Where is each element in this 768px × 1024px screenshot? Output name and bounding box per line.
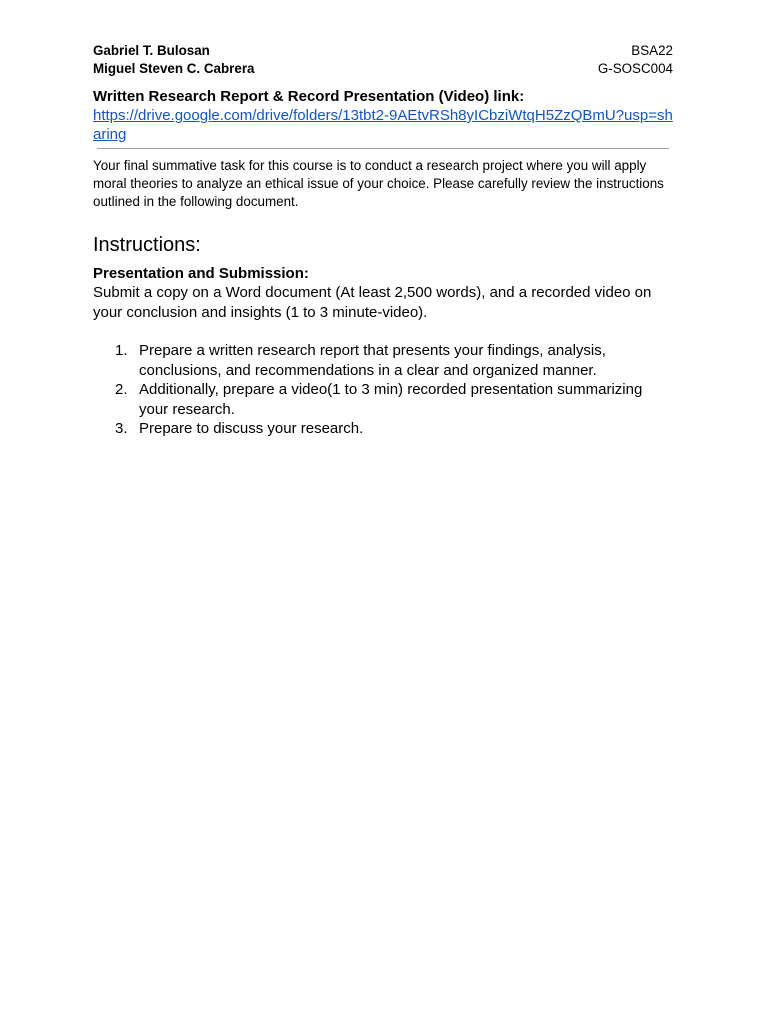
report-link-heading: Written Research Report & Record Presentation (Video) link:	[93, 88, 525, 105]
intro-paragraph: Your final summative task for this course is to conduct a research project where you will apply moral theories to analyze an ethical issue of your choice. Please carefully review the instructions outlined in the following document.	[93, 158, 664, 209]
header-row-2	[93, 60, 673, 78]
document-page	[93, 42, 673, 439]
list-item-number: 2.	[115, 381, 128, 398]
presentation-submission-heading: Presentation and Submission:	[93, 265, 309, 282]
header-row-1	[93, 42, 673, 60]
section-code: BSA22	[631, 43, 673, 58]
list-item-text: Prepare to discuss your research.	[139, 420, 364, 437]
list-item	[93, 380, 673, 419]
list-item	[93, 341, 673, 380]
steps-list	[93, 341, 673, 439]
horizontal-divider	[97, 148, 669, 149]
list-item-number: 1.	[115, 342, 128, 359]
list-item	[93, 419, 673, 439]
instructions-heading: Instructions:	[93, 234, 201, 256]
drive-folder-link[interactable]: https://drive.google.com/drive/folders/13tbt2-9AEtvRSh8yICbziWtqH5ZzQBmU?usp=sharing	[93, 107, 673, 143]
course-code: G-SOSC004	[597, 61, 673, 76]
author-name-1: Gabriel T. Bulosan	[93, 43, 210, 58]
author-name-2: Miguel Steven C. Cabrera	[93, 61, 255, 76]
list-item-text: Additionally, prepare a video(1 to 3 min) recorded presentation summarizing your research.	[139, 381, 643, 418]
list-item-number: 3.	[115, 420, 128, 437]
submission-summary: Submit a copy on a Word document (At least 2,500 words), and a recorded video on your conclusion and insights (1 to 3 minute-video).	[93, 284, 652, 321]
list-item-text: Prepare a written research report that presents your findings, analysis, conclusions, and recommendations in a clear and organized manner.	[139, 342, 606, 379]
